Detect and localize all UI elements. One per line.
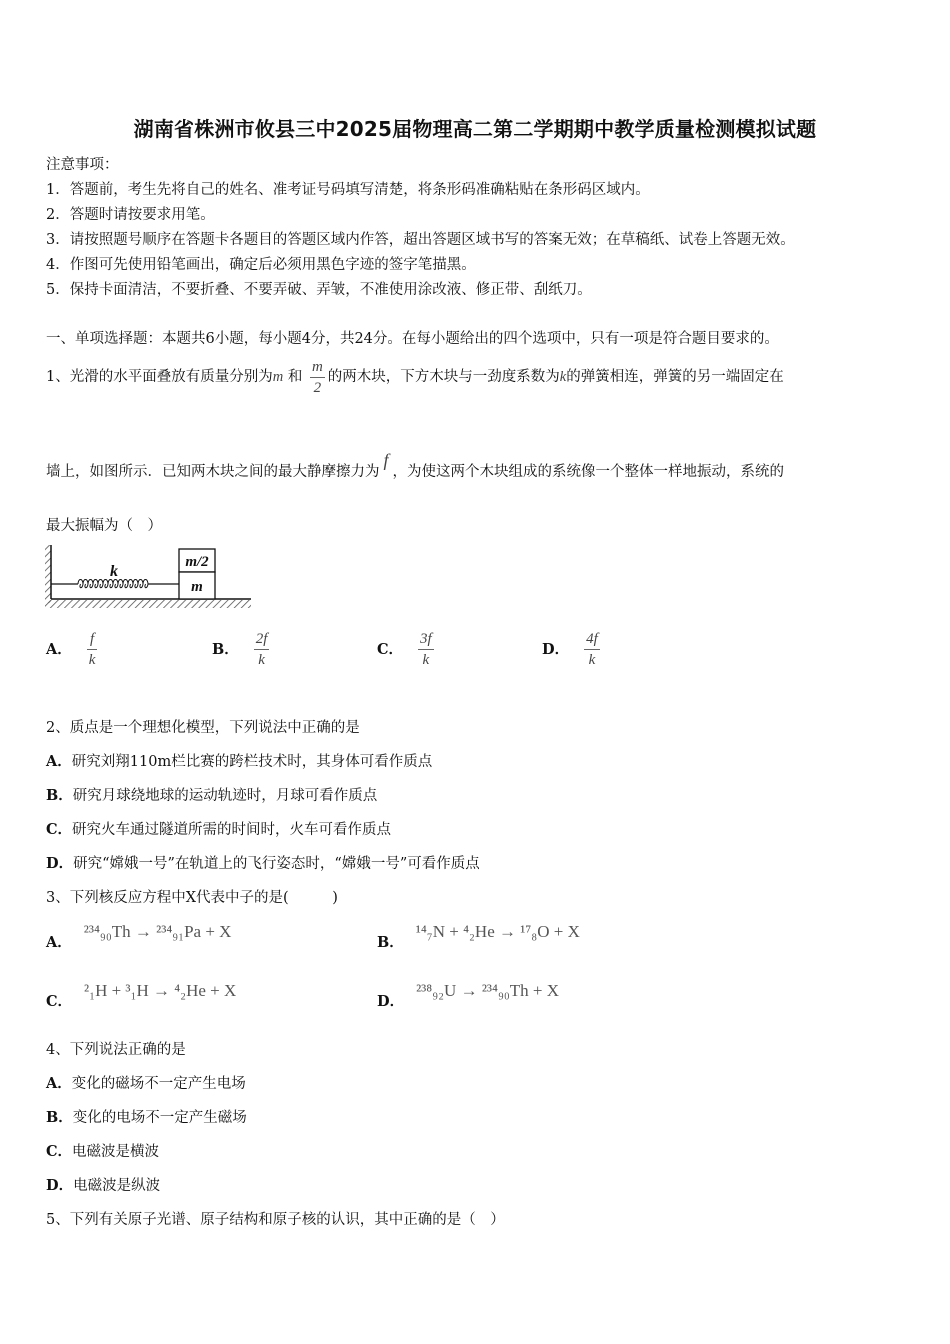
option-label: D． [46, 1177, 74, 1194]
q4-option-b[interactable] [46, 1106, 247, 1127]
option-label: C． [377, 640, 404, 658]
option-text: 研究“嫦娥一号”在轨道上的飞行姿态时，“嫦娥一号”可看作质点 [73, 856, 480, 872]
q1-option-d[interactable] [542, 630, 603, 669]
option-label: D． [377, 993, 405, 1010]
mass-m: m [272, 369, 284, 385]
question-2-stem: 2、质点是一个理想化模型，下列说法中正确的是 [46, 720, 360, 736]
q3-option-b[interactable] [377, 921, 580, 951]
option-text: 研究刘翔110m栏比赛的跨栏技术时，其身体可看作质点 [71, 754, 433, 770]
spring-constant-k: k [559, 369, 567, 385]
q1-text: 和 [287, 369, 303, 385]
question-1-line-1 [46, 354, 784, 400]
option-label: A． [46, 640, 72, 658]
q1-text: 1、光滑的水平面叠放有质量分别为 [46, 369, 273, 385]
option-label: C． [46, 821, 73, 838]
question-1-line-2 [46, 450, 784, 492]
fraction-numerator: 2f [254, 630, 270, 650]
section-heading: 一、单项选择题：本题共6小题，每小题4分，共24分。在每小题给出的四个选项中，只有一项是符合题目要求的。 [46, 331, 779, 347]
option-text: 电磁波是横波 [72, 1144, 160, 1160]
fraction-numerator: m [310, 358, 325, 378]
q1-option-b[interactable] [212, 630, 272, 669]
q1-text: 的弹簧相连，弹簧的另一端固定在 [566, 369, 784, 385]
friction-f: f [383, 450, 389, 470]
q4-option-a[interactable] [46, 1072, 246, 1093]
q3-option-d[interactable] [377, 980, 560, 1010]
option-label: D． [542, 640, 570, 658]
option-label: B． [46, 1109, 73, 1126]
option-text: 电磁波是纵波 [73, 1178, 161, 1194]
q2-option-d[interactable] [46, 852, 480, 873]
option-fraction [254, 630, 270, 669]
q2-option-a[interactable] [46, 750, 432, 771]
option-fraction [87, 630, 98, 669]
fraction-numerator: 4f [584, 630, 600, 650]
q3-option-a[interactable] [46, 921, 232, 951]
fraction-denominator: 2 [313, 379, 322, 396]
q1-option-a[interactable] [46, 630, 100, 669]
q1-text: ，为使这两个木块组成的系统像一个整体一样地振动，系统的 [392, 464, 785, 480]
option-label: B． [212, 640, 239, 658]
q3-option-c[interactable] [46, 980, 237, 1010]
nuclear-equation: ²³⁸₉₂U → ²³⁴₉₀Th + X [416, 981, 560, 1000]
fraction-numerator: 3f [418, 630, 434, 650]
notice-item: 2．答题时请按要求用笔。 [46, 207, 215, 223]
nuclear-equation: ¹⁴₇N + ⁴₂He → ¹⁷₈O + X [415, 922, 580, 941]
half-mass-fraction [310, 358, 325, 397]
option-text: 研究月球绕地球的运动轨迹时，月球可看作质点 [72, 788, 378, 804]
option-fraction [584, 630, 600, 669]
option-label: A． [46, 753, 72, 770]
option-label: B． [46, 787, 73, 804]
q4-option-d[interactable] [46, 1174, 160, 1195]
fraction-denominator: k [88, 652, 96, 668]
option-label: A． [46, 934, 72, 951]
fraction-numerator: f [87, 630, 98, 650]
fraction-denominator: k [422, 652, 430, 668]
notice-item: 3．请按照题号顺序在答题卡各题目的答题区域内作答，超出答题区域书写的答案无效；在草稿纸、试卷上答题无效。 [46, 232, 795, 248]
option-label: D． [46, 855, 74, 872]
nuclear-equation: ²³⁴₉₀Th → ²³⁴₉₁Pa + X [83, 922, 232, 941]
spring-label: k [110, 563, 118, 580]
q2-option-b[interactable] [46, 784, 377, 805]
top-block-label: m/2 [185, 554, 209, 570]
question-1-line-3: 最大振幅为（ ） [46, 518, 162, 534]
fraction-denominator: k [588, 652, 596, 668]
fraction-denominator: k [258, 652, 265, 668]
wall [45, 545, 51, 603]
option-text: 变化的电场不一定产生磁场 [72, 1110, 247, 1126]
option-label: B． [377, 934, 404, 951]
question-3-stem: 3、下列核反应方程中X代表中子的是( ) [46, 890, 338, 906]
q2-option-c[interactable] [46, 818, 391, 839]
notice-item: 5．保持卡面清洁，不要折叠、不要弄破、弄皱，不准使用涂改液、修正带、刮纸刀。 [46, 282, 592, 298]
spring [51, 580, 179, 588]
notice-item: 1．答题前，考生先将自己的姓名、准考证号码填写清楚，将条形码准确粘贴在条形码区域内。 [46, 182, 650, 198]
spring-block-figure [44, 543, 254, 611]
nuclear-equation: ²₁H + ³₁H → ⁴₂He + X [84, 981, 237, 1000]
bottom-block-label: m [191, 579, 203, 595]
option-text: 变化的磁场不一定产生电场 [71, 1076, 246, 1092]
option-fraction [418, 630, 434, 669]
page-title: 湖南省株洲市攸县三中2025届物理高二第二学期期中教学质量检测模拟试题 [133, 117, 817, 141]
question-5-stem: 5、下列有关原子光谱、原子结构和原子核的认识，其中正确的是（ ） [46, 1212, 505, 1228]
q4-option-c[interactable] [46, 1140, 159, 1161]
option-label: C． [46, 1143, 73, 1160]
notice-item: 4．作图可先使用铅笔画出，确定后必须用黑色字迹的签字笔描黑。 [46, 257, 476, 273]
floor [45, 600, 251, 608]
q1-text: 的两木块，下方木块与一劲度系数为 [327, 369, 560, 385]
question-4-stem: 4、下列说法正确的是 [46, 1042, 186, 1058]
option-label: A． [46, 1075, 72, 1092]
q1-option-c[interactable] [377, 630, 437, 669]
notice-heading: 注意事项： [46, 157, 119, 173]
q1-text: 墙上，如图所示．已知两木块之间的最大静摩擦力为 [46, 464, 380, 480]
option-text: 研究火车通过隧道所需的时间时，火车可看作质点 [72, 822, 392, 838]
option-label: C． [46, 993, 73, 1010]
